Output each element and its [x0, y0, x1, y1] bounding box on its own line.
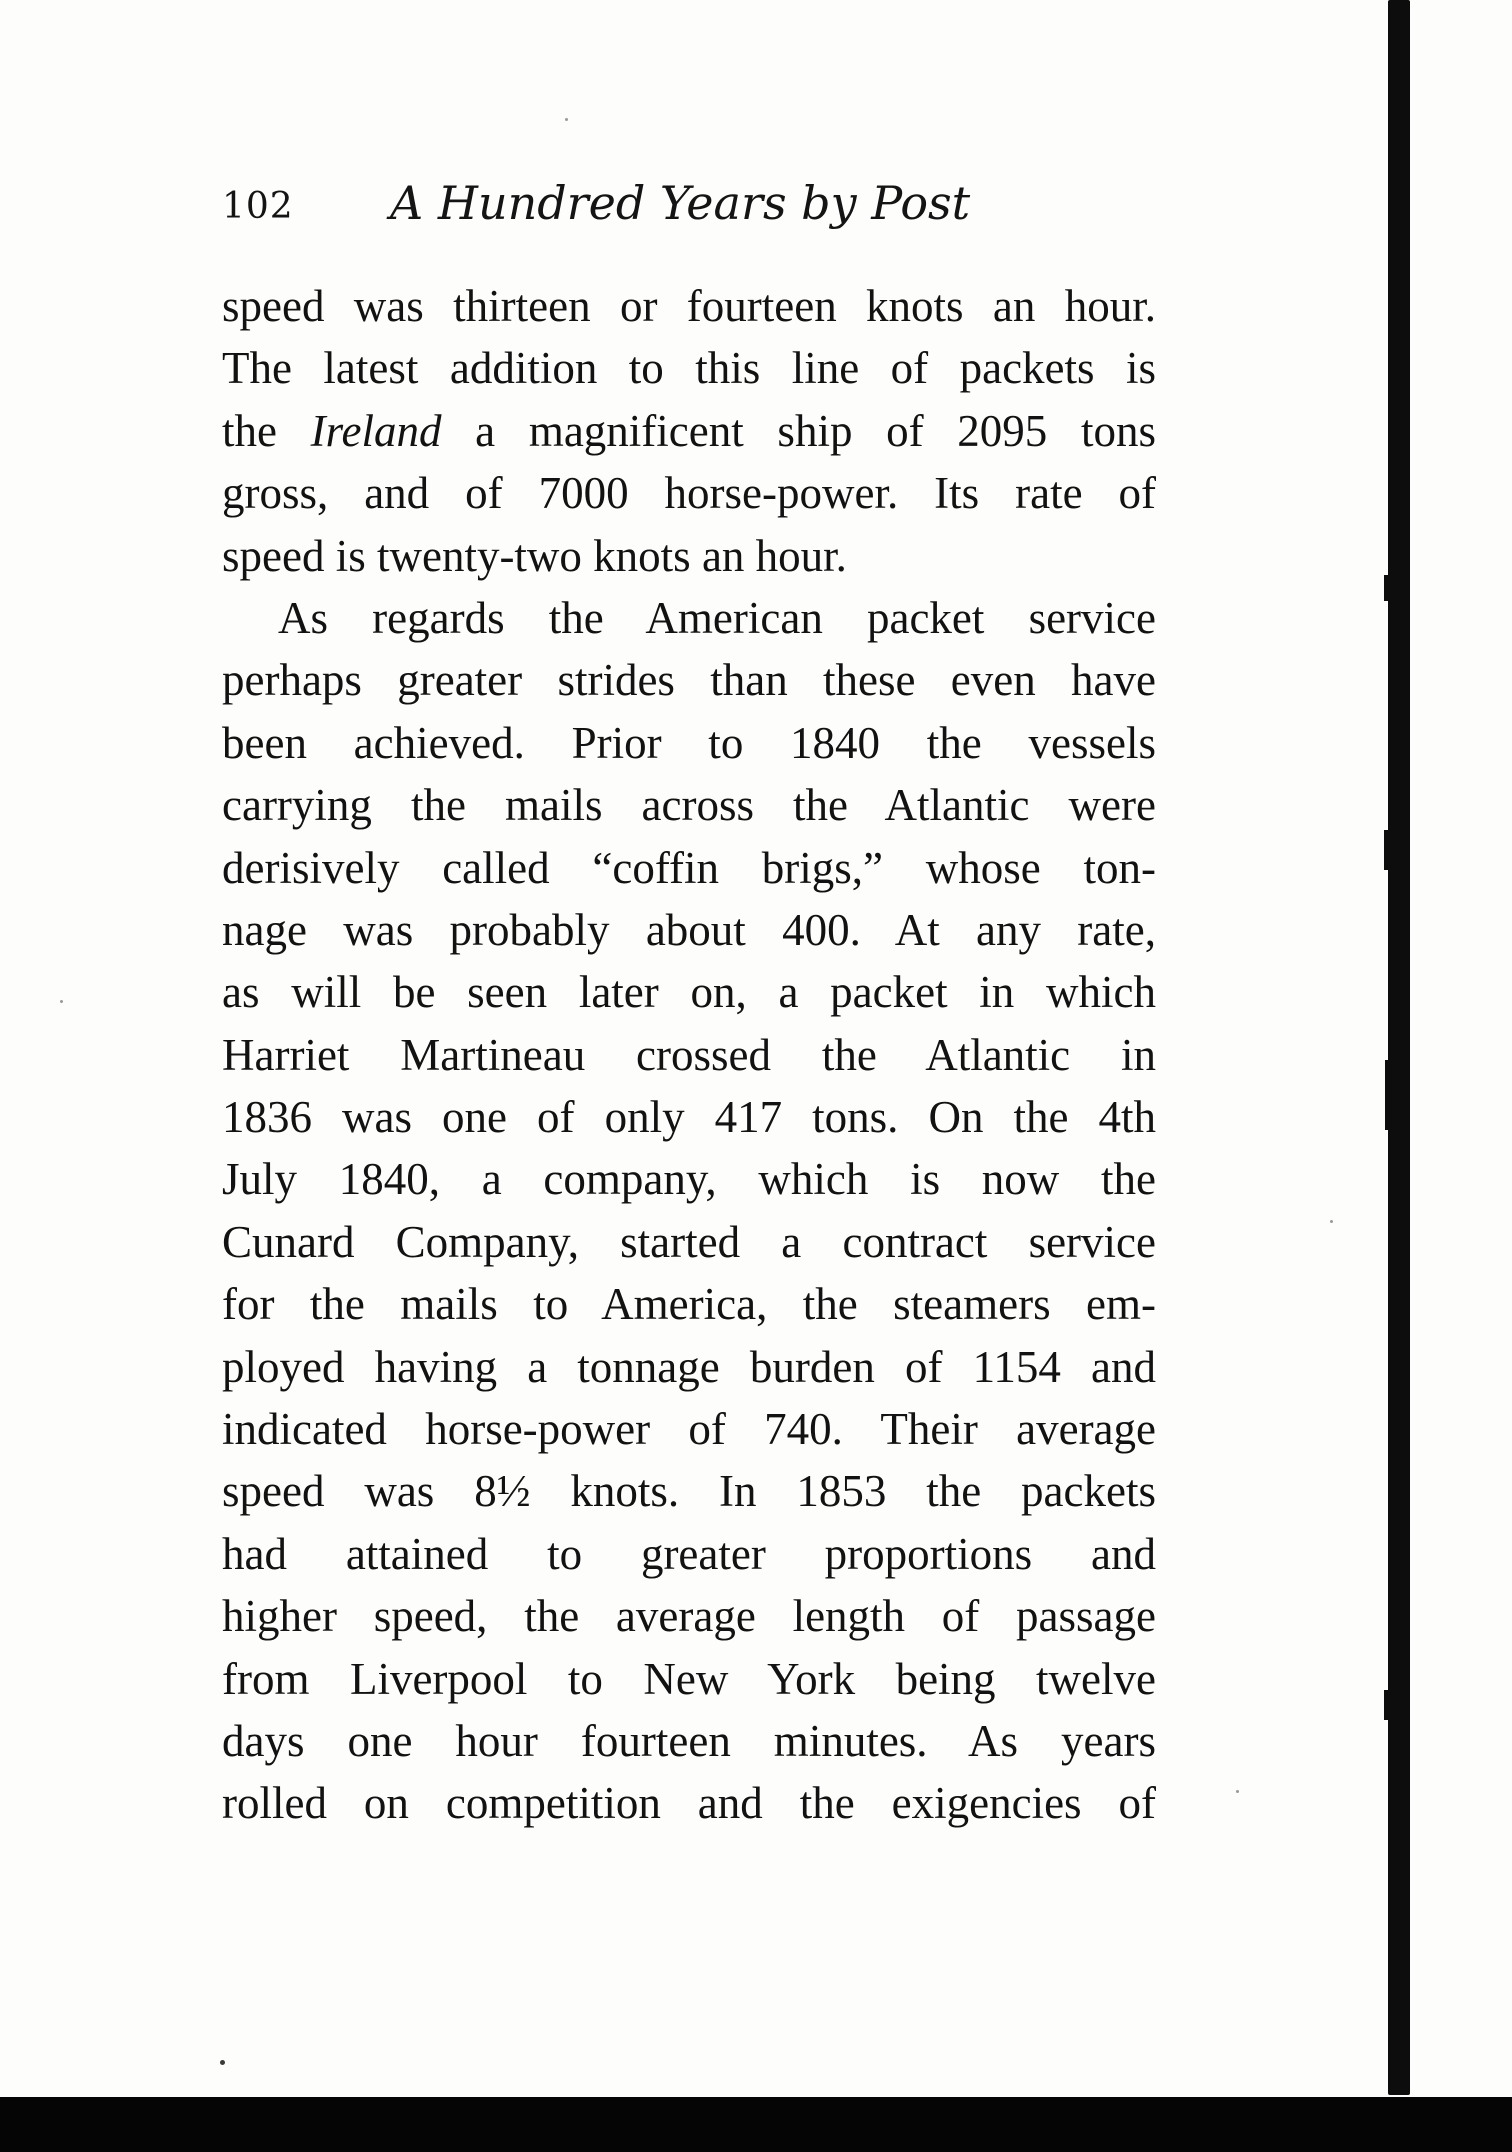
- text-line: indicated horse-power of 740. Their average: [222, 1404, 1156, 1455]
- spine-notch: [1384, 1690, 1391, 1720]
- text-line: derisively called “coffin brigs,” whose ton-: [222, 842, 1156, 893]
- text-line: As regards the American packet service: [278, 592, 1156, 643]
- text-line: Harriet Martineau crossed the Atlantic in: [222, 1029, 1156, 1080]
- text-line: rolled on competition and the exigencies of: [222, 1778, 1156, 1829]
- text-line: gross, and of 7000 horse-power. Its rate of: [222, 468, 1156, 519]
- text-line: from Liverpool to New York being twelve: [222, 1653, 1156, 1704]
- spine-notch: [1384, 830, 1390, 870]
- text-line: days one hour fourteen minutes. As years: [222, 1715, 1156, 1766]
- text-line: been achieved. Prior to 1840 the vessels: [222, 717, 1156, 768]
- text-line: speed was 8½ knots. In 1853 the packets: [222, 1466, 1156, 1517]
- page-number: 102: [222, 186, 294, 227]
- paper-speck: [220, 2060, 225, 2065]
- text-line: as will be seen later on, a packet in which: [222, 967, 1156, 1018]
- text-line: higher speed, the average length of passage: [222, 1591, 1156, 1642]
- paper-speck: [565, 118, 568, 121]
- ship-name-italic: Ireland: [310, 405, 442, 456]
- spine-notch: [1384, 575, 1392, 601]
- text-line: Cunard Company, started a contract service: [222, 1216, 1156, 1267]
- text-line: ployed having a tonnage burden of 1154 and: [222, 1341, 1156, 1392]
- running-head: [222, 176, 982, 236]
- paper-speck: [1236, 1790, 1239, 1793]
- text-line: 1836 was one of only 417 tons. On the 4th: [222, 1092, 1156, 1143]
- text-line: nage was probably about 400. At any rate,: [222, 904, 1156, 955]
- paper-speck: [60, 1000, 63, 1003]
- text-line: perhaps greater strides than these even have: [222, 655, 1156, 706]
- paper-speck: [1330, 1220, 1333, 1223]
- scan-bottom-edge: [0, 2097, 1512, 2152]
- spine-notch: [1385, 1060, 1390, 1130]
- text-run: the: [222, 405, 311, 456]
- text-line: speed was thirteen or fourteen knots an hour.: [222, 281, 1156, 331]
- text-line: had attained to greater proportions and: [222, 1528, 1156, 1579]
- text-line: July 1840, a company, which is now the: [222, 1154, 1156, 1205]
- text-line: [222, 400, 1156, 462]
- text-line: for the mails to America, the steamers em-: [222, 1279, 1156, 1330]
- text-line: speed is twenty-two knots an hour.: [222, 530, 847, 581]
- text-line: carrying the mails across the Atlantic were: [222, 780, 1156, 831]
- book-spine-edge: [1388, 0, 1410, 2095]
- running-title: A Hundred Years by Post: [390, 176, 971, 230]
- body-text: [222, 275, 1156, 1835]
- text-line: The latest addition to this line of packets is: [222, 343, 1156, 394]
- text-run: a magnificent ship of 2095 tons: [441, 405, 1156, 456]
